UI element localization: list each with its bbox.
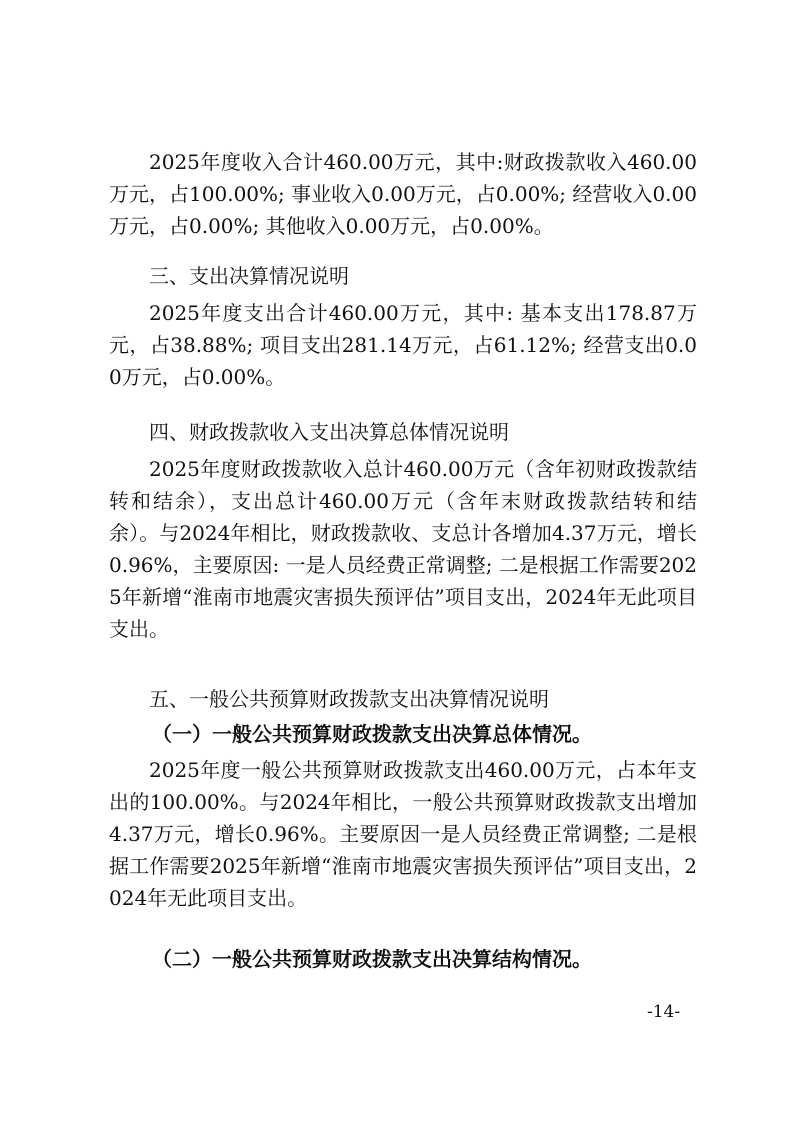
section-heading-expense: 三、支出决算情况说明 (149, 264, 349, 288)
page-number: -14- (647, 1002, 681, 1022)
fiscal-total-paragraph: 2025年度财政拨款收入总计460.00万元（含年初财政拨款结转和结余），支出总计460.00万元（含年末财政拨款结转和结余）。与2024年相比，财政拨款收、支总计各增加4.37万元，增长0.96%，主要原因: 一是人员经费正常调整; 二是根据工作需要2025年新增“淮南市地震灾害损失预评估”项目支出，2024年无此项目支出。 (109, 457, 697, 641)
income-paragraph: 2025年度收入合计460.00万元，其中:财政拨款收入460.00万元，占100.00%; 事业收入0.00万元，占0.00%; 经营收入0.00万元，占0.00%; 其他收入0.00万元，占0.00%。 (109, 150, 697, 238)
expense-paragraph: 2025年度支出合计460.00万元，其中: 基本支出178.87万元，占38.88%; 项目支出281.14万元，占61.12%; 经营支出0.00万元，占0.00%。 (109, 301, 697, 389)
general-budget-total-paragraph: 2025年度一般公共预算财政拨款支出460.00万元，占本年支出的100.00%。与2024年相比，一般公共预算财政拨款支出增加4.37万元，增长0.96%。主要原因一是人员经费正常调整; 二是根据工作需要2025年新增“淮南市地震灾害损失预评估”项目支出，2024年无此项目支出。 (109, 758, 697, 910)
subheading-general-budget-structure: （二）一般公共预算财政拨款支出决算结构情况。 (152, 947, 592, 971)
section-heading-fiscal-total: 四、财政拨款收入支出决算总体情况说明 (149, 420, 509, 444)
section-heading-general-budget: 五、一般公共预算财政拨款支出决算情况说明 (149, 687, 549, 711)
subheading-general-budget-total: （一）一般公共预算财政拨款支出决算总体情况。 (152, 722, 592, 746)
